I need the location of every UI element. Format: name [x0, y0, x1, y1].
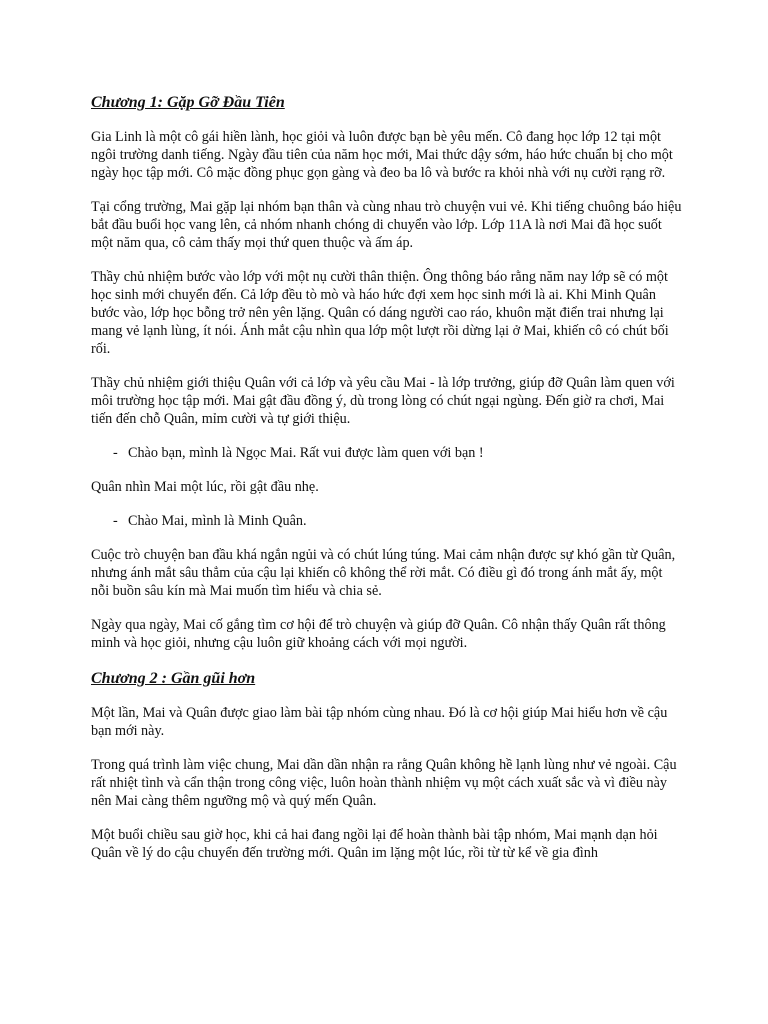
chapter-1-title: Chương 1: Gặp Gỡ Đầu Tiên	[91, 94, 285, 111]
chapter-1-paragraph-1: Gia Linh là một cô gái hiền lành, học giỏi và luôn được bạn bè yêu mến. Cô đang học lớp 12 tại một ngôi trường danh tiếng. Ngày đầu tiên của năm học mới, Mai thức dậy sớm, háo hức chuẩn bị cho một ngày học tập mới. Cô mặc đồng phục gọn gàng và đeo ba lô và bước ra khỏi nhà với nụ cười rạng rỡ.	[91, 129, 673, 181]
dialog-text-1: Chào bạn, mình là Ngọc Mai. Rất vui được làm quen với bạn !	[128, 445, 484, 461]
chapter-1-paragraph-2: Tại cổng trường, Mai gặp lại nhóm bạn thân và cùng nhau trò chuyện vui vẻ. Khi tiếng chuông báo hiệu bắt đầu buổi học vang lên, cả nhóm nhanh chóng di chuyển vào lớp. Lớp 11A là nơi Mai đã học suốt một năm qua, cô cảm thấy mọi thứ quen thuộc và ấm áp.	[91, 199, 682, 251]
document-page	[91, 92, 683, 878]
chapter-1-paragraph-5: Cuộc trò chuyện ban đầu khá ngắn ngủi và có chút lúng túng. Mai cảm nhận được sự khó gần từ Quân, nhưng ánh mắt sâu thẳm của cậu lại khiến cô không thể rời mắt. Có điều gì đó trong ánh mắt ấy, một nỗi buồn sâu kín mà Mai muốn tìm hiểu và chia sẻ.	[91, 547, 676, 599]
chapter-2-title: Chương 2 : Gần gũi hơn	[91, 670, 256, 687]
dialog-line-1	[91, 444, 683, 462]
narration-1: Quân nhìn Mai một lúc, rồi gật đầu nhẹ.	[91, 479, 319, 495]
chapter-1-paragraph-4: Thầy chủ nhiệm giới thiệu Quân với cả lớp và yêu cầu Mai - là lớp trưởng, giúp đỡ Quân làm quen với môi trường học tập mới. Mai gật đầu đồng ý, dù trong lòng có chút ngại ngùng. Đến giờ ra chơi, Mai tiến đến chỗ Quân, mỉm cười và tự giới thiệu.	[91, 375, 675, 427]
dialog-dash: -	[113, 513, 118, 529]
chapter-1-paragraph-3: Thầy chủ nhiệm bước vào lớp với một nụ cười thân thiện. Ông thông báo rằng năm nay lớp sẽ có một học sinh mới chuyển đến. Cả lớp đều tò mò và háo hức đợi xem học sinh mới là ai. Khi Minh Quân bước vào, lớp học bỗng trở nên yên lặng. Quân có dáng người cao ráo, khuôn mặt điển trai nhưng lại mang vẻ lạnh lùng, ít nói. Ánh mắt cậu nhìn qua lớp một lượt rồi dừng lại ở Mai, khiến cô có chút bối rối.	[91, 269, 669, 357]
dialog-dash: -	[113, 445, 118, 461]
dialog-text-2: Chào Mai, mình là Minh Quân.	[128, 513, 307, 529]
chapter-1-paragraph-6: Ngày qua ngày, Mai cố gắng tìm cơ hội để trò chuyện và giúp đỡ Quân. Cô nhận thấy Quân rất thông minh và học giỏi, nhưng cậu luôn giữ khoảng cách với mọi người.	[91, 617, 666, 651]
chapter-2-paragraph-2: Trong quá trình làm việc chung, Mai dần dần nhận ra rằng Quân không hề lạnh lùng như vẻ ngoài. Cậu rất nhiệt tình và cẩn thận trong công việc, luôn hoàn thành nhiệm vụ một cách xuất sắc và vì điều này nên Mai càng thêm ngưỡng mộ và quý mến Quân.	[91, 757, 677, 809]
dialog-line-2	[91, 512, 683, 530]
chapter-2-paragraph-1: Một lần, Mai và Quân được giao làm bài tập nhóm cùng nhau. Đó là cơ hội giúp Mai hiểu hơn về cậu bạn mới này.	[91, 705, 668, 739]
chapter-2-paragraph-3: Một buổi chiều sau giờ học, khi cả hai đang ngồi lại để hoàn thành bài tập nhóm, Mai mạnh dạn hỏi Quân về lý do cậu chuyển đến trường mới. Quân im lặng một lúc, rồi từ từ kể về gia đình	[91, 827, 658, 861]
